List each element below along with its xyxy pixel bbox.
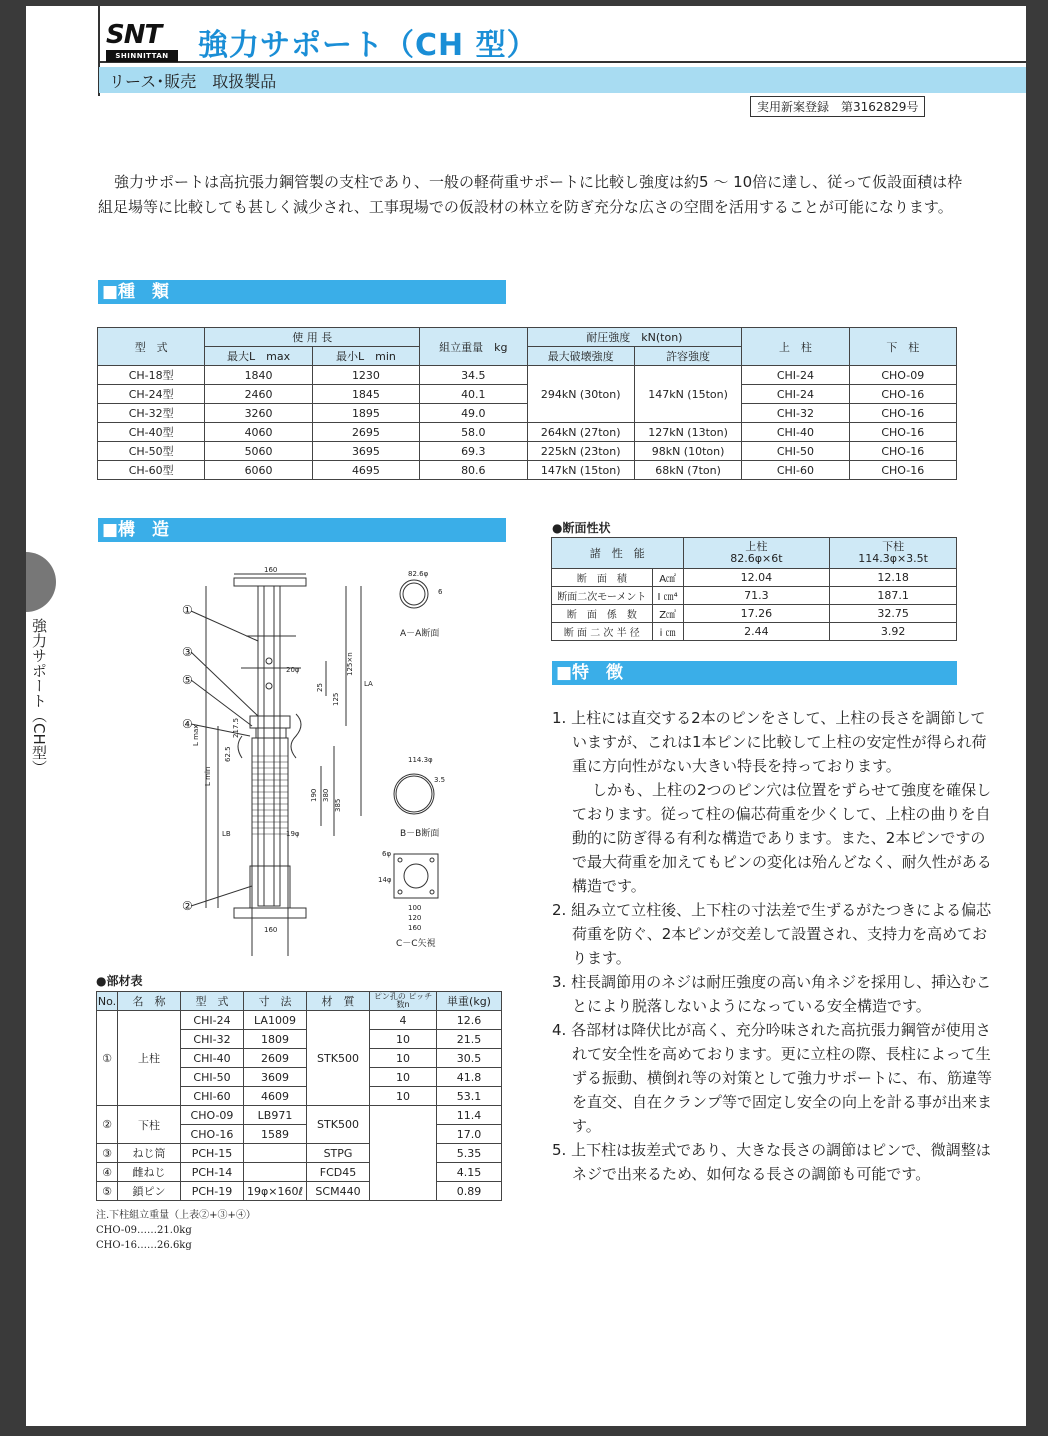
cell-model: CH-18型: [98, 366, 205, 385]
cell-pitch: 4: [370, 1011, 437, 1030]
cell-size: 1589: [244, 1125, 307, 1144]
table-row: [98, 366, 957, 385]
cell-allow: 98kN (10ton): [634, 442, 741, 461]
cell-lower: 3.92: [830, 623, 957, 641]
company-logo: [106, 20, 178, 60]
cell-weight: 41.8: [437, 1068, 502, 1087]
cell-weight: 34.5: [420, 366, 527, 385]
callout-1: ①: [182, 603, 193, 617]
dim-380: 380: [322, 788, 330, 802]
th-lower-size: 114.3φ×3.5t: [858, 552, 928, 565]
cell-break: 264kN (27ton): [527, 423, 634, 442]
table-row: [98, 461, 957, 480]
dim-lmin: L min: [204, 766, 212, 786]
table-row: [552, 569, 957, 587]
cell-name: 断 面 積: [552, 569, 653, 587]
cell-name: 下柱: [118, 1106, 181, 1144]
cell-material: STK500: [307, 1011, 370, 1106]
cell-model: CH-60型: [98, 461, 205, 480]
cell-allow: 127kN (13ton): [634, 423, 741, 442]
cell-weight: 80.6: [420, 461, 527, 480]
table-row: [97, 1011, 502, 1030]
cell-model: CHO-16: [181, 1125, 244, 1144]
th-lower: [830, 538, 957, 569]
cell-upper: CHI-60: [742, 461, 849, 480]
subtitle: リース･販売 取扱製品: [109, 72, 277, 91]
cell-no: ⑤: [97, 1182, 118, 1201]
parts-table: [96, 991, 502, 1201]
cell-weight: 0.89: [437, 1182, 502, 1201]
cell-material: STPG: [307, 1144, 370, 1163]
cell-min: 4695: [312, 461, 419, 480]
cell-min: 1895: [312, 404, 419, 423]
cell-weight: 53.1: [437, 1087, 502, 1106]
cell-weight: 21.5: [437, 1030, 502, 1049]
patent-label: 実用新案登録 第3162829号: [750, 96, 925, 117]
cell-name: 雌ねじ: [118, 1163, 181, 1182]
cell-min: 3695: [312, 442, 419, 461]
cell-weight: 69.3: [420, 442, 527, 461]
cell-weight: 17.0: [437, 1125, 502, 1144]
section-props-table: [551, 537, 957, 641]
cell-weight: 30.5: [437, 1049, 502, 1068]
cell-model: CHI-32: [181, 1030, 244, 1049]
cell-material: STK500: [307, 1106, 370, 1144]
cell-break: 225kN (23ton): [527, 442, 634, 461]
cell-symbol: A㎠: [652, 569, 683, 587]
feature-3: 3. 柱長調節用のネジは耐圧強度の高い角ネジを採用し、挿込むことにより脱落しないようになっている安全構造です。: [552, 973, 992, 1015]
logo-sub: SHINNITTAN: [106, 50, 178, 62]
cell-name: 鎖ピン: [118, 1182, 181, 1201]
callout-3: ③: [182, 645, 193, 659]
cell-name: 断 面 二 次 半 径: [552, 623, 653, 641]
table-row: [97, 1163, 502, 1182]
cell-symbol: Z㎤: [652, 605, 683, 623]
th-prop: 諸 性 能: [552, 538, 684, 569]
structure-heading: ■構 造: [98, 518, 506, 542]
side-tab-label: 強力サポート（CH型）: [30, 618, 48, 775]
page: [26, 6, 1026, 1426]
cell-model: CHI-24: [181, 1011, 244, 1030]
intro-paragraph: 強力サポートは高抗張力鋼管製の支柱であり、一般の軽荷重サポートに比較し強度は約5 ～ 10倍に達し、従って仮設面積は枠組足場等に比較しても甚しく減少され、工事現場での仮設材の林立を防ぎ充分な広さの空間を活用することが可能になります。: [98, 173, 963, 216]
page-title: 強力サポート（CH 型）: [198, 28, 538, 63]
dim-14phi: 14φ: [378, 876, 392, 884]
th-min: 最小L min: [312, 347, 419, 366]
weight-note: [96, 1208, 256, 1253]
feature-5: 5. 上下柱は抜差式であり、大きな長さの調節はピンで、微調整はネジで出来るため、如何なる長さの調節も可能です。: [552, 1141, 991, 1183]
cell-lower: CHO-16: [849, 442, 956, 461]
cell-lower: 187.1: [830, 587, 957, 605]
th-upper: 上 柱: [742, 328, 849, 366]
cell-pitch: 10: [370, 1030, 437, 1049]
dim-t35: 3.5: [434, 776, 446, 784]
cell-lower: 32.75: [830, 605, 957, 623]
logo-text: SNT: [106, 20, 162, 50]
cell-model: CH-32型: [98, 404, 205, 423]
table-row: [552, 623, 957, 641]
cell-lower: CHO-16: [849, 385, 956, 404]
cell-size: 1809: [244, 1030, 307, 1049]
th-model: 型 式: [98, 328, 205, 366]
cell-symbol: I ㎝⁴: [652, 587, 683, 605]
section-cc-label: C－C矢視: [396, 939, 436, 949]
th-upper-name: 上柱: [745, 540, 768, 553]
dim-125n: 125×n: [346, 652, 354, 676]
th-pitch: ピン孔の ピッチ数n: [370, 992, 437, 1011]
cell-break: 147kN (15ton): [527, 461, 634, 480]
dim-pin2: 19φ: [286, 830, 300, 838]
cell-weight: 58.0: [420, 423, 527, 442]
cell-upper: CHI-24: [742, 366, 849, 385]
th-name: 名 称: [118, 992, 181, 1011]
cell-model: CHI-60: [181, 1087, 244, 1106]
cell-symbol: i ㎝: [652, 623, 683, 641]
dim-25: 25: [316, 683, 324, 692]
dim-625: 62.5: [224, 746, 232, 762]
section-props-heading: ●断面性状: [552, 521, 611, 535]
cell-model: PCH-19: [181, 1182, 244, 1201]
dim-190: 190: [310, 788, 318, 802]
dim-100: 100: [408, 904, 422, 912]
cell-pitch: 10: [370, 1068, 437, 1087]
dim-2175: 217.5: [232, 717, 240, 738]
types-table: [97, 327, 957, 480]
table-row: [98, 423, 957, 442]
cell-weight: 12.6: [437, 1011, 502, 1030]
dim-t6: 6: [438, 588, 443, 596]
cell-no: ④: [97, 1163, 118, 1182]
dim-125: 125: [332, 692, 340, 706]
cell-lower: 12.18: [830, 569, 957, 587]
cell-model: CHI-40: [181, 1049, 244, 1068]
cell-allow: 68kN (7ton): [634, 461, 741, 480]
section-aa-label: A－A断面: [400, 629, 440, 639]
cell-upper: CHI-50: [742, 442, 849, 461]
cell-upper: 2.44: [683, 623, 830, 641]
callout-4: ④: [182, 717, 193, 731]
cell-material: FCD45: [307, 1163, 370, 1182]
parts-heading: ●部材表: [96, 974, 143, 988]
cell-lower: CHO-16: [849, 461, 956, 480]
cell-pitch: 10: [370, 1087, 437, 1106]
side-tab-marker: [26, 552, 56, 612]
table-row: [552, 605, 957, 623]
cell-material: SCM440: [307, 1182, 370, 1201]
dim-la: LA: [364, 680, 373, 688]
cell-upper: 71.3: [683, 587, 830, 605]
dim-385: 385: [334, 798, 342, 812]
cell-name: 断 面 係 数: [552, 605, 653, 623]
section-bb-label: B－B断面: [400, 829, 440, 839]
feature-1: 1. 上柱には直交する2本のピンをさして、上柱の長さを調節していますが、これは1本ピンに比較して上柱の安定性が得られ荷重に方向性がない大きい特長を持っております。: [552, 709, 987, 775]
cell-name: ねじ筒: [118, 1144, 181, 1163]
th-strength: 耐圧強度 kN(ton): [527, 328, 742, 347]
cell-size: [244, 1144, 307, 1163]
note-line-2: CHO-09……21.0kg: [96, 1225, 192, 1236]
cell-size: 3609: [244, 1068, 307, 1087]
cell-min: 1845: [312, 385, 419, 404]
cell-name: 上柱: [118, 1011, 181, 1106]
cell-model: CHI-50: [181, 1068, 244, 1087]
cell-lower: CHO-16: [849, 423, 956, 442]
subtitle-band: [99, 67, 1026, 93]
cell-model: CH-24型: [98, 385, 205, 404]
dim-lmax: L max: [192, 724, 200, 746]
cell-weight: 11.4: [437, 1106, 502, 1125]
th-weight: 単重(kg): [437, 992, 502, 1011]
th-size: 寸 法: [244, 992, 307, 1011]
cell-weight: 40.1: [420, 385, 527, 404]
th-no: No.: [97, 992, 118, 1011]
cell-weight: 4.15: [437, 1163, 502, 1182]
th-material: 材 質: [307, 992, 370, 1011]
th-weight: 組立重量 kg: [420, 328, 527, 366]
cell-upper: CHI-32: [742, 404, 849, 423]
cell-name: 断面二次モーメント: [552, 587, 653, 605]
dim-826: 82.6φ: [408, 570, 429, 578]
cell-allow: 147kN (15ton): [634, 366, 741, 423]
cell-max: 3260: [205, 404, 312, 423]
table-row: [97, 1182, 502, 1201]
callout-2: ②: [182, 899, 193, 913]
table-row: [98, 442, 957, 461]
types-heading: ■種 類: [98, 280, 506, 304]
cell-lower: CHO-09: [849, 366, 956, 385]
cell-break: 294kN (30ton): [527, 366, 634, 423]
features-list: [552, 706, 992, 1186]
dim-pin: 20φ: [286, 666, 300, 674]
cell-size: 19φ×160ℓ: [244, 1182, 307, 1201]
cell-model: PCH-14: [181, 1163, 244, 1182]
cell-pitch-empty: [370, 1106, 437, 1201]
note-line-1: 注.下柱組立重量（上表②+③+④）: [96, 1210, 256, 1221]
dim-top: 160: [264, 566, 278, 574]
th-allow: 許容強度: [634, 347, 741, 366]
cell-upper: CHI-24: [742, 385, 849, 404]
cell-upper: CHI-40: [742, 423, 849, 442]
th-lower-name: 下柱: [882, 540, 905, 553]
cell-size: [244, 1163, 307, 1182]
th-break: 最大破壊強度: [527, 347, 634, 366]
cell-weight: 5.35: [437, 1144, 502, 1163]
cell-size: 4609: [244, 1087, 307, 1106]
cell-size: 2609: [244, 1049, 307, 1068]
dim-120: 120: [408, 914, 422, 922]
cell-model: CH-40型: [98, 423, 205, 442]
cell-size: LB971: [244, 1106, 307, 1125]
th-upper: [683, 538, 830, 569]
cell-min: 2695: [312, 423, 419, 442]
dim-lb: LB: [222, 830, 231, 838]
feature-1-cont: しかも、上柱の2つのピン穴は位置をずらせて強度を確保しております。従って柱の偏芯荷重を少くして、上柱の曲りを自動的に防ぎ得る有利な構造であります。また、2本ピンですので最大荷重を加えてもピンの変化は殆んどなく、耐久性がある構造です。: [572, 781, 992, 895]
cell-upper: 17.26: [683, 605, 830, 623]
cell-model: CH-50型: [98, 442, 205, 461]
th-model: 型 式: [181, 992, 244, 1011]
cell-max: 1840: [205, 366, 312, 385]
cell-lower: CHO-16: [849, 404, 956, 423]
cell-max: 6060: [205, 461, 312, 480]
cell-max: 2460: [205, 385, 312, 404]
note-line-3: CHO-16……26.6kg: [96, 1240, 192, 1251]
dim-160: 160: [408, 924, 422, 932]
structure-drawing: [146, 566, 446, 956]
th-length: 使 用 長: [205, 328, 420, 347]
th-lower: 下 柱: [849, 328, 956, 366]
cell-size: LA1009: [244, 1011, 307, 1030]
cell-weight: 49.0: [420, 404, 527, 423]
features-heading: ■特 徴: [552, 661, 957, 685]
table-row: [97, 1106, 502, 1125]
cell-max: 4060: [205, 423, 312, 442]
cell-pitch: 10: [370, 1049, 437, 1068]
feature-2: 2. 組み立て立柱後、上下柱の寸法差で生ずるがたつきによる偏芯荷重を防ぐ、2本ピンが交差して設置され、支持力を高めております。: [552, 901, 992, 967]
feature-4: 4. 各部材は降伏比が高く、充分吟味された高抗張力鋼管が使用されて安全性を高めております。更に立柱の際、長柱によって生ずる振動、横倒れ等の対策として強力サポートに、布、筋違等を直交、自在クランプ等で固定し安全の向上を計る事が出来ます。: [552, 1021, 993, 1135]
cell-min: 1230: [312, 366, 419, 385]
callout-5: ⑤: [182, 673, 193, 687]
dim-1143: 114.3φ: [408, 756, 433, 764]
cell-max: 5060: [205, 442, 312, 461]
dim-bottom: 160: [264, 926, 278, 934]
table-row: [552, 587, 957, 605]
th-upper-size: 82.6φ×6t: [730, 552, 783, 565]
cell-no: ③: [97, 1144, 118, 1163]
cell-upper: 12.04: [683, 569, 830, 587]
cell-no: ①: [97, 1011, 118, 1106]
cell-model: CHO-09: [181, 1106, 244, 1125]
dim-6phi: 6φ: [382, 850, 392, 858]
cell-model: PCH-15: [181, 1144, 244, 1163]
th-max: 最大L max: [205, 347, 312, 366]
cell-no: ②: [97, 1106, 118, 1144]
table-row: [97, 1144, 502, 1163]
